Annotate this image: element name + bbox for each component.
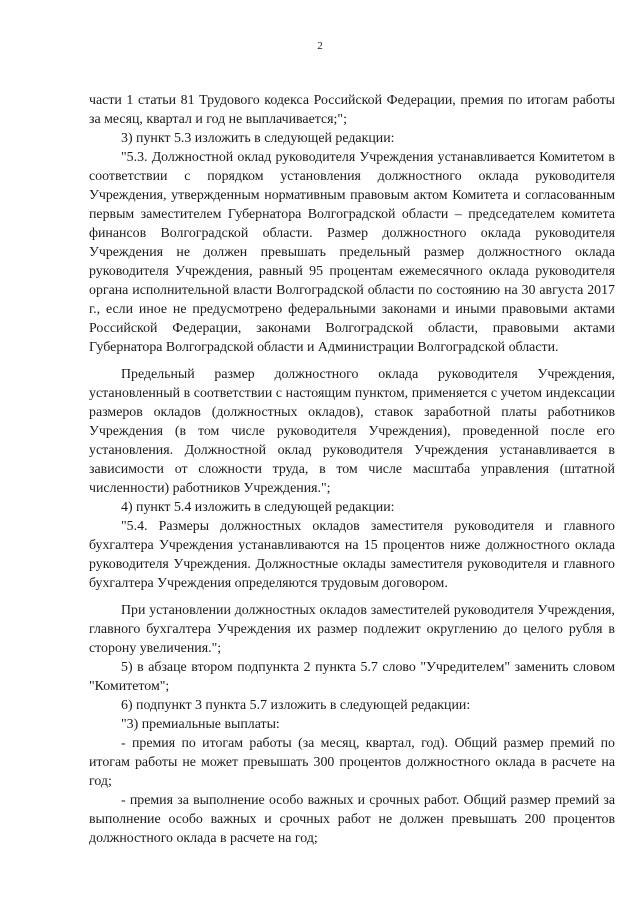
paragraph: 6) подпункт 3 пункта 5.7 изложить в следующей редакции: <box>121 698 471 713</box>
document-body <box>89 91 615 848</box>
paragraph: части 1 статьи 81 Трудового кодекса Российской Федерации, премия по итогам работы за месяц, квартал и год не выплачивается;"; <box>89 93 615 127</box>
paragraph: - премия за выполнение особо важных и срочных работ. Общий размер премий за выполнение особо важных и срочных работ не должен превышать 200 процентов должностного оклада в расчете на год; <box>89 793 615 846</box>
paragraph: "5.4. Размеры должностных окладов заместителя руководителя и главного бухгалтера Учреждения устанавливаются на 15 процентов ниже должностного оклада руководителя Учреждения. Должностные оклады заместителя руководителя и главного бухгалтера Учреждения определяются трудовым договором. <box>89 519 615 591</box>
paragraph: 5) в абзаце втором подпункта 2 пункта 5.7 слово "Учредителем" заменить словом "Комитетом"; <box>89 660 615 694</box>
paragraph: При установлении должностных окладов заместителей руководителя Учреждения, главного бухгалтера Учреждения их размер подлежит округлению до целого рубля в сторону увеличения."; <box>89 603 615 656</box>
paragraph: 4) пункт 5.4 изложить в следующей редакции: <box>121 500 395 515</box>
paragraph: 3) пункт 5.3 изложить в следующей редакции: <box>121 131 395 146</box>
paragraph: - премия по итогам работы (за месяц, квартал, год). Общий размер премий по итогам работы не может превышать 300 процентов должностного оклада в расчете на год; <box>89 736 615 789</box>
page-number: 2 <box>317 40 323 52</box>
paragraph: "5.3. Должностной оклад руководителя Учреждения устанавливается Комитетом в соответствии с порядком установления должностного оклада руководителя Учреждения, утвержденным нормативным правовым актом Комитета и согласованным первым заместителем Губернатора Волгоградской области – председателем комитета финансов Волгоградской области. Размер должностного оклада руководителя Учреждения не должен превышать предельный размер должностного оклада руководителя Учреждения, равный 95 процентам ежемесячного оклада руководителя органа исполнительной власти Волгоградской области по состоянию на 30 августа 2017 г., если иное не предусмотрено федеральными законами и иными правовыми актами Российской Федерации, законами Волгоградской области, правовыми актами Губернатора Волгоградской области и Администрации Волгоградской области. <box>89 150 615 355</box>
paragraph: "3) премиальные выплаты: <box>121 717 280 732</box>
paragraph: Предельный размер должностного оклада руководителя Учреждения, установленный в соответствии с настоящим пунктом, применяется с учетом индексации размеров окладов (должностных окладов), ставок заработной платы работников Учреждения (в том числе руководителя Учреждения), проведенной после его установления. Должностной оклад руководителя Учреждения устанавливается в зависимости от сложности труда, в том числе масштаба управления (штатной численности) работников Учреждения."; <box>89 367 615 496</box>
